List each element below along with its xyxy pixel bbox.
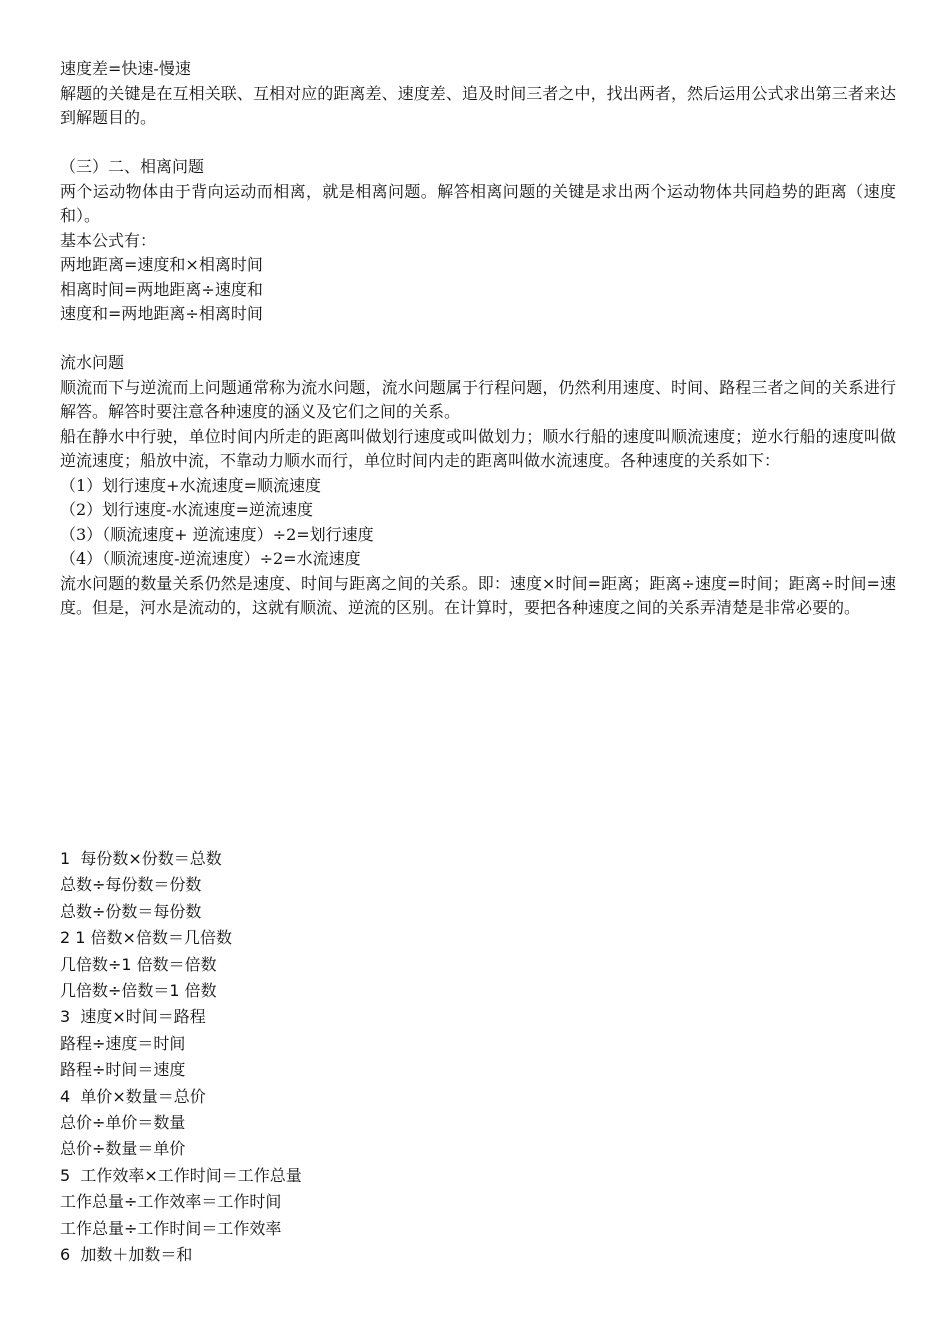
formula-line: 路程÷时间＝速度 (60, 1060, 186, 1080)
formula-line: 总价÷数量＝单价 (60, 1139, 186, 1159)
formula-line: 总数÷份数＝每份数 (60, 901, 202, 921)
text-paragraph: 解题的关键是在互相关联、互相对应的距离差、速度差、追及时间三者之中，找出两者，然后运用公式求出第三者来达到解题目的。 (60, 83, 896, 127)
formula-line: 总数÷每份数＝份数 (60, 875, 202, 895)
formula-line: 4 单价×数量＝总价 (60, 1086, 206, 1106)
formula-line: （4）（顺流速度-逆流速度）÷2=水流速度 (60, 549, 361, 568)
text-line: 速度差=快速-慢速 (60, 59, 191, 78)
formula-line: 速度和=两地距离÷相离时间 (60, 304, 263, 323)
text-paragraph: 流水问题的数量关系仍然是速度、时间与距离之间的关系。即：速度×时间=距离；距离÷速度=时间；距离÷时间=速度。但是，河水是流动的，这就有顺流、逆流的区别。在计算时，要把各种速度之间的关系弄清楚是非常必要的。 (60, 573, 896, 617)
formula-line: 5 工作效率×工作时间＝工作总量 (60, 1165, 302, 1185)
formula-line: 总价÷单价＝数量 (60, 1113, 186, 1133)
formula-line: 工作总量÷工作效率＝工作时间 (60, 1192, 282, 1212)
formula-line: （2）划行速度-水流速度=逆流速度 (60, 500, 313, 519)
text-paragraph: 两个运动物体由于背向运动而相离，就是相离问题。解答相离问题的关键是求出两个运动物体共同趋势的距离（速度和）。 (60, 181, 896, 225)
travel-problems-section (60, 57, 896, 621)
formula-line: 2 1 倍数×倍数＝几倍数 (60, 928, 232, 948)
section-heading: 流水问题 (60, 353, 125, 372)
formula-line: 6 加数＋加数＝和 (60, 1245, 193, 1265)
formula-line: 两地距离=速度和×相离时间 (60, 255, 263, 274)
text-paragraph: 顺流而下与逆流而上问题通常称为流水问题，流水问题属于行程问题，仍然利用速度、时间、路程三者之间的关系进行解答。解答时要注意各种速度的涵义及它们之间的关系。 (60, 377, 896, 421)
formula-line: （3）（顺流速度+ 逆流速度）÷2=划行速度 (60, 524, 374, 544)
formula-line: 1 每份数×份数＝总数 (60, 849, 222, 868)
formula-line: 几倍数÷倍数＝1 倍数 (60, 981, 217, 1001)
formula-line: （1）划行速度+水流速度=顺流速度 (60, 475, 321, 495)
quantity-relations-section (60, 846, 896, 1269)
formula-line: 3 速度×时间＝路程 (60, 1007, 206, 1027)
text-line: 基本公式有： (60, 230, 157, 250)
formula-line: 相离时间=两地距离÷速度和 (60, 279, 263, 299)
formula-line: 几倍数÷1 倍数＝倍数 (60, 954, 217, 974)
formula-line: 路程÷速度＝时间 (60, 1033, 186, 1053)
section-heading: （三）二、相离问题 (60, 157, 205, 176)
blank-line (60, 327, 896, 352)
formula-line: 工作总量÷工作时间＝工作效率 (60, 1218, 282, 1238)
text-paragraph: 船在静水中行驶，单位时间内所走的距离叫做划行速度或叫做划力；顺水行船的速度叫顺流速度；逆水行船的速度叫做逆流速度；船放中流，不靠动力顺水而行，单位时间内走的距离叫做水流速度。各种速度的关系如下： (60, 426, 896, 470)
blank-line (60, 131, 896, 156)
